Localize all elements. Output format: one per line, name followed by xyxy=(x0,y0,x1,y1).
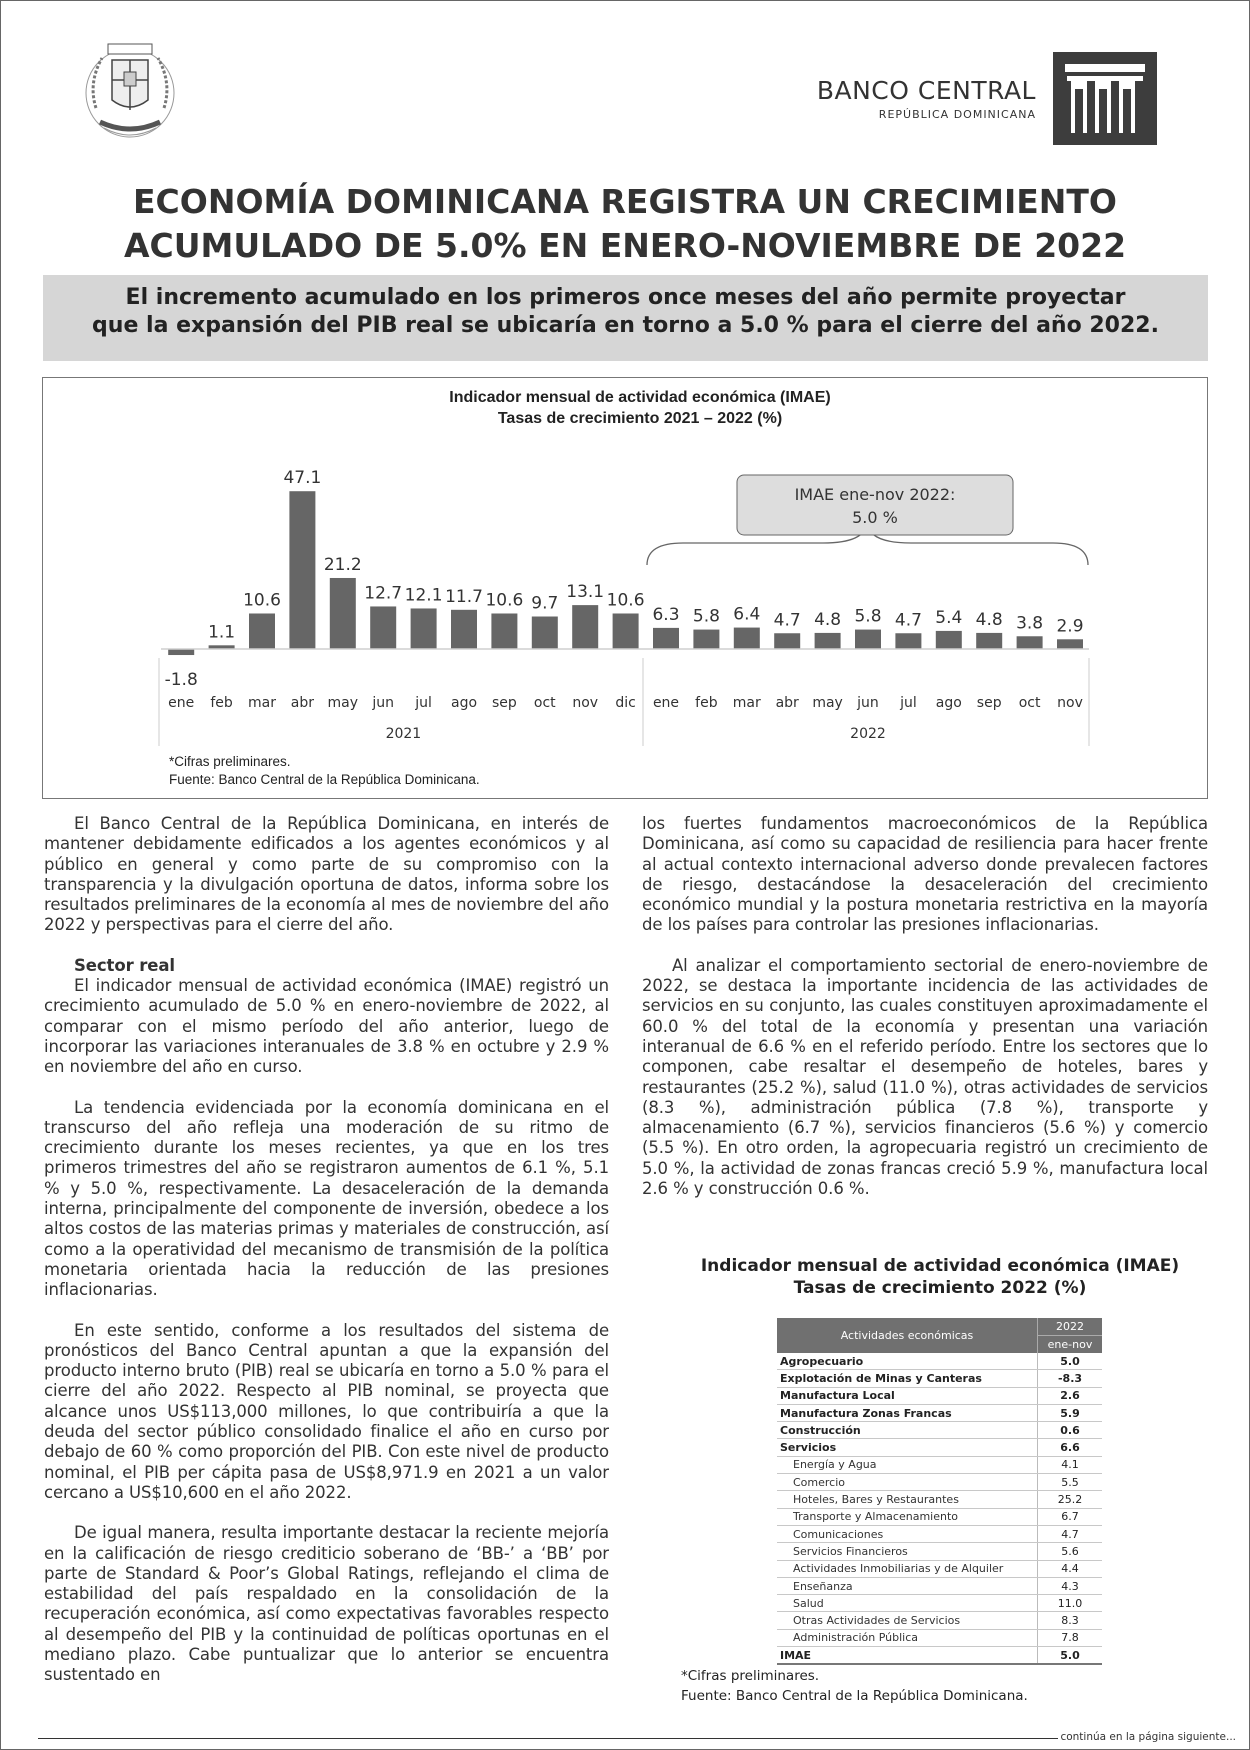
activity-name: Manufactura Local xyxy=(777,1387,1038,1404)
data-label-11: 10.6 xyxy=(606,590,645,611)
header-year: 2022 xyxy=(1038,1318,1103,1336)
activity-name: Servicios xyxy=(777,1439,1038,1456)
table-row xyxy=(777,1629,1102,1646)
table-row xyxy=(777,1387,1102,1404)
activity-value: 5.0 xyxy=(1038,1647,1103,1665)
bar-22 xyxy=(1057,639,1083,649)
tick-label-11: dic xyxy=(615,695,636,711)
year-label-2021: 2021 xyxy=(385,726,422,742)
tick-label-12: ene xyxy=(652,695,680,711)
table-row xyxy=(777,1577,1102,1594)
footer-rule xyxy=(38,1738,1058,1739)
data-label-6: 12.1 xyxy=(404,585,443,606)
activity-value: 6.6 xyxy=(1038,1439,1103,1456)
data-label-2: 10.6 xyxy=(243,590,281,611)
activity-name: Enseñanza xyxy=(777,1577,1038,1594)
activity-name: Manufactura Zonas Francas xyxy=(777,1404,1038,1421)
paragraph-rating: De igual manera, resulta importante destacar la reciente mejoría en la calificación de riesgo crediticio soberano de ‘BB-’ a ‘BB’ por parte de Standard & Poor’s Global Ratings, reflejando el clima de estabilidad del país respaldado en la consolidación de la recuperación económica, así como expectativas favorables respecto al desempeño del PIB y la continuidad de políticas oportunas en el mediano plazo. Cabe puntualizar que lo anterior se encuentra sustentado en xyxy=(44,1523,609,1685)
tick-label-17: jun xyxy=(857,695,879,711)
activity-value: 5.0 xyxy=(1038,1353,1103,1370)
sector-table-title-line-1: Indicador mensual de actividad económica (IMAE) xyxy=(700,1256,1180,1276)
activity-value: 5.9 xyxy=(1038,1404,1103,1421)
table-row xyxy=(777,1474,1102,1491)
table-row xyxy=(777,1508,1102,1525)
tick-label-18: jul xyxy=(900,695,917,711)
table-row xyxy=(777,1612,1102,1629)
table-row xyxy=(777,1647,1102,1665)
activity-value: 11.0 xyxy=(1038,1595,1103,1612)
table-note-source: Fuente: Banco Central de la República Dominicana. xyxy=(681,1688,1028,1704)
bar-15 xyxy=(774,633,800,649)
headline-line-1: ECONOMÍA DOMINICANA REGISTRA UN CRECIMIENTO xyxy=(133,182,1117,221)
activity-name: Hoteles, Bares y Restaurantes xyxy=(777,1491,1038,1508)
tick-label-21: oct xyxy=(1018,695,1041,711)
activity-name: Administración Pública xyxy=(777,1629,1038,1646)
header-period: ene-nov xyxy=(1038,1336,1103,1354)
table-row xyxy=(777,1404,1102,1421)
bar-10 xyxy=(572,605,598,649)
activity-name: Energía y Agua xyxy=(777,1456,1038,1473)
headline-line-2: ACUMULADO DE 5.0% EN ENERO-NOVIEMBRE DE 2022 xyxy=(123,226,1127,265)
table-row xyxy=(777,1439,1102,1456)
continue-note: continúa en la página siguiente... xyxy=(1060,1731,1236,1743)
activity-name: Salud xyxy=(777,1595,1038,1612)
bar-7 xyxy=(451,610,477,649)
annotation-line-2: 5.0 % xyxy=(852,508,898,527)
table-row xyxy=(777,1491,1102,1508)
data-label-20: 4.8 xyxy=(975,609,1003,630)
annotation-line-1: IMAE ene-nov 2022: xyxy=(794,485,956,504)
tick-label-4: may xyxy=(327,695,359,711)
table-row xyxy=(777,1422,1102,1439)
data-label-12: 6.3 xyxy=(652,604,680,625)
activity-value: 4.4 xyxy=(1038,1560,1103,1577)
bar-5 xyxy=(370,606,396,649)
tick-label-16: may xyxy=(812,695,843,711)
activity-value: 4.3 xyxy=(1038,1577,1103,1594)
tick-label-5: jun xyxy=(372,695,395,711)
bar-21 xyxy=(1017,636,1043,649)
data-label-16: 4.8 xyxy=(814,609,842,630)
tick-label-8: sep xyxy=(492,695,517,711)
bank-country: REPÚBLICA DOMINICANA xyxy=(878,108,1036,121)
tick-label-13: feb xyxy=(695,695,718,711)
activity-name: Transporte y Almacenamiento xyxy=(777,1508,1038,1525)
bar-16 xyxy=(815,633,841,649)
paragraph-sectors: Al analizar el comportamiento sectorial de enero-noviembre de 2022, se destaca la importante incidencia de las actividades de servicios en su conjunto, las cuales constituyen aproximadamente el 60.0 % del total de la economía y presentan una variación interanual de 6.6 % en el referido período. Entre los sectores que lo componen, cabe resaltar el desempeño de hoteles, bares y restaurantes (25.2 %), salud (11.0 %), otras actividades de servicios (8.3 %), administración pública (7.8 %), transporte y almacenamiento (6.7 %), servicios financieros (5.6 %) y comercio (5.5 %). En otro orden, la agropecuaria registró un crecimiento de 5.0 %, la actividad de zonas francas creció 5.9 %, manufactura local 2.6 % y construcción 0.6 %. xyxy=(642,955,1208,1199)
tick-label-14: mar xyxy=(732,695,761,711)
tick-label-2: mar xyxy=(248,695,276,711)
tick-label-10: nov xyxy=(572,695,599,711)
bank-name: BANCO CENTRAL xyxy=(816,76,1036,105)
tick-label-0: ene xyxy=(168,695,195,711)
table-row xyxy=(777,1525,1102,1542)
data-label-13: 5.8 xyxy=(692,606,720,627)
chart-title: Indicador mensual de actividad económica (IMAE) xyxy=(449,389,831,406)
tick-label-7: ago xyxy=(450,695,478,711)
year-label-2022: 2022 xyxy=(850,726,886,742)
bar-2 xyxy=(249,613,275,649)
chart-note-source: Fuente: Banco Central de la República Dominicana. xyxy=(169,772,480,787)
activity-name: Servicios Financieros xyxy=(777,1543,1038,1560)
bar-6 xyxy=(411,608,437,649)
paragraph-forecast: En este sentido, conforme a los resultados del sistema de pronósticos del Banco Central apuntan a que la expansión del producto interno bruto (PIB) real se ubicaría en torno a 5.0 % para el cierre del año 2022. Respecto al PIB nominal, se proyecta que alcance unos US$113,000 millones, lo que contribuiría a que la deuda del sector público consolidado finalice el año en curso por debajo de 60 % como proporción del PIB. Con este nivel de producto nominal, el PIB per cápita pasa de US$8,971.9 en 2021 a un valor cercano a US$10,600 en el año 2022. xyxy=(44,1320,609,1502)
activity-value: 8.3 xyxy=(1038,1612,1103,1629)
paragraph-intro: El Banco Central de la República Dominicana, en interés de mantener debidamente edificados a los agentes económicos y al público en general y como parte de su compromiso con la transparencia y la divulgación oportuna de datos, informa sobre los resultados preliminares de la economía al mes de noviembre del año 2022 y perspectivas para el cierre del año. xyxy=(44,814,609,935)
headline xyxy=(60,180,1190,268)
paragraph-trend: La tendencia evidenciada por la economía dominicana en el transcurso del año refleja una moderación de su ritmo de crecimiento durante los meses recientes, ya que en los tres primeros trimestres del año se registraron aumentos de 6.1 %, 5.1 % y 5.0 %, respectivamente. La desaceleración de la demanda interna, principalmente del componente de inversión, obedece a los altos costos de las materias primas y materiales de construcción, así como a la operatividad del mecanismo de transmisión de la política monetaria orientada hacia la reducción de las presiones inflacionarias. xyxy=(44,1097,609,1300)
header-activities: Actividades económicas xyxy=(777,1318,1038,1353)
bar-0 xyxy=(168,649,194,655)
paragraph-fundamentals: los fuertes fundamentos macroeconómicos de la República Dominicana, así como su capacidad de resiliencia para hacer frente al actual contexto internacional adverso donde prevalecen factores de riesgo, destacándose la desaceleración del crecimiento económico mundial y la postura monetaria restrictiva en la mayoría de los países para controlar las presiones inflacionarias. xyxy=(642,814,1208,935)
activity-name: IMAE xyxy=(777,1647,1038,1665)
sector-table-title-line-2: Tasas de crecimiento 2022 (%) xyxy=(793,1278,1087,1298)
data-label-5: 12.7 xyxy=(364,583,403,604)
data-label-17: 5.8 xyxy=(854,606,882,627)
activity-name: Comunicaciones xyxy=(777,1525,1038,1542)
activity-value: 5.5 xyxy=(1038,1474,1103,1491)
data-label-0: -1.8 xyxy=(164,670,198,691)
activity-name: Construcción xyxy=(777,1422,1038,1439)
bar-4 xyxy=(330,578,356,649)
chart-subtitle: Tasas de crecimiento 2021 – 2022 (%) xyxy=(497,410,783,427)
bar-14 xyxy=(734,628,760,649)
activity-name: Agropecuario xyxy=(777,1353,1038,1370)
tick-label-15: abr xyxy=(775,695,799,711)
tick-label-6: jul xyxy=(415,695,432,711)
subtitle-line-1: El incremento acumulado en los primeros once meses del año permite proyectar xyxy=(125,285,1126,310)
bar-8 xyxy=(491,613,517,649)
chart-note-preliminary: *Cifras preliminares. xyxy=(169,754,291,769)
data-label-10: 13.1 xyxy=(566,582,605,603)
tick-label-3: abr xyxy=(290,695,315,711)
data-label-14: 6.4 xyxy=(733,604,761,625)
table-row xyxy=(777,1456,1102,1473)
tick-label-22: nov xyxy=(1057,695,1083,711)
activity-value: 7.8 xyxy=(1038,1629,1103,1646)
sector-table-title xyxy=(630,1255,1250,1299)
table-row xyxy=(777,1560,1102,1577)
table-note-preliminary: *Cifras preliminares. xyxy=(681,1668,820,1684)
bar-9 xyxy=(532,617,558,649)
data-label-4: 21.2 xyxy=(323,554,362,575)
bank-building-icon xyxy=(1053,52,1157,145)
data-label-3: 47.1 xyxy=(283,468,322,489)
tick-label-9: oct xyxy=(533,695,556,711)
data-label-22: 2.9 xyxy=(1056,616,1084,637)
activity-value: 4.1 xyxy=(1038,1456,1103,1473)
activity-name: Explotación de Minas y Canteras xyxy=(777,1370,1038,1387)
coat-of-arms-icon xyxy=(78,38,182,142)
body-right-column xyxy=(642,814,1208,1199)
activity-value: -8.3 xyxy=(1038,1370,1103,1387)
paragraph-imae: El indicador mensual de actividad económica (IMAE) registró un crecimiento acumulado de 5.0 % en enero-noviembre de 2022, al comparar con el mismo período del año anterior, luego de incorporar las variaciones interanuales de 3.8 % en octubre y 2.9 % en noviembre del año en curso. xyxy=(44,976,609,1077)
bar-3 xyxy=(289,491,315,649)
data-label-8: 10.6 xyxy=(485,590,524,611)
bar-13 xyxy=(693,630,719,649)
activity-name: Otras Actividades de Servicios xyxy=(777,1612,1038,1629)
activity-value: 4.7 xyxy=(1038,1525,1103,1542)
activity-value: 2.6 xyxy=(1038,1387,1103,1404)
activity-name: Comercio xyxy=(777,1474,1038,1491)
bar-18 xyxy=(895,633,921,649)
subtitle xyxy=(43,284,1208,340)
tick-label-20: sep xyxy=(976,695,1002,711)
bar-20 xyxy=(976,633,1002,649)
imae-chart-svg xyxy=(43,378,1207,798)
table-row xyxy=(777,1370,1102,1387)
body-left-column xyxy=(44,814,609,1686)
data-label-19: 5.4 xyxy=(935,607,963,628)
bank-logo-text xyxy=(817,76,1036,121)
section-heading-sector-real: Sector real xyxy=(74,955,175,975)
subtitle-line-2: que la expansión del PIB real se ubicaría en torno a 5.0 % para el cierre del año 2022. xyxy=(92,313,1159,338)
data-label-9: 9.7 xyxy=(531,593,559,614)
activity-name: Actividades Inmobiliarias y de Alquiler xyxy=(777,1560,1038,1577)
data-label-7: 11.7 xyxy=(445,586,483,607)
activity-value: 6.7 xyxy=(1038,1508,1103,1525)
tick-label-19: ago xyxy=(935,695,962,711)
bar-11 xyxy=(613,613,639,649)
activity-value: 0.6 xyxy=(1038,1422,1103,1439)
data-label-21: 3.8 xyxy=(1016,613,1044,634)
table-row xyxy=(777,1595,1102,1612)
data-label-18: 4.7 xyxy=(894,610,922,631)
table-row xyxy=(777,1353,1102,1370)
data-label-1: 1.1 xyxy=(208,622,236,643)
tick-label-1: feb xyxy=(210,695,233,711)
activity-value: 25.2 xyxy=(1038,1491,1103,1508)
bar-19 xyxy=(936,631,962,649)
bar-17 xyxy=(855,630,881,649)
bar-12 xyxy=(653,628,679,649)
imae-chart xyxy=(42,377,1208,799)
data-label-15: 4.7 xyxy=(773,610,801,631)
sector-growth-table xyxy=(777,1318,1102,1665)
table-row xyxy=(777,1543,1102,1560)
activity-value: 5.6 xyxy=(1038,1543,1103,1560)
